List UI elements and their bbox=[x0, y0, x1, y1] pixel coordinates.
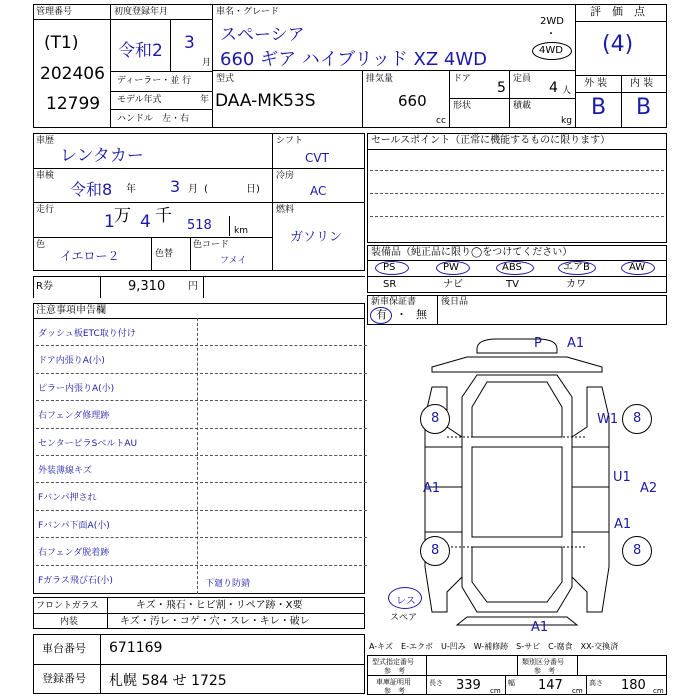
divider bbox=[107, 597, 108, 629]
equip-abs: ABS bbox=[502, 262, 522, 273]
car-name: スペーシア bbox=[220, 25, 305, 45]
glass-interior-value: キズ・汚レ・コゲ・穴・スレ・キレ・破レ bbox=[120, 616, 310, 627]
load-label: 積載 bbox=[513, 101, 532, 111]
divider bbox=[33, 664, 365, 665]
divider bbox=[575, 4, 576, 128]
handle-label: ハンドル 左・右 bbox=[117, 114, 190, 124]
equip-airbag: エアB bbox=[563, 262, 590, 273]
divider bbox=[190, 237, 191, 271]
note-item: ピラー内張りA(小) bbox=[38, 383, 115, 394]
sales-line bbox=[370, 216, 664, 217]
divider bbox=[575, 92, 667, 93]
divider bbox=[362, 70, 363, 128]
width-value: 147 bbox=[538, 678, 563, 693]
history-label: 車歴 bbox=[36, 136, 55, 146]
divider bbox=[110, 91, 212, 92]
equipment-label: 装備品（純正品に限り◯をつけてください） bbox=[371, 247, 573, 258]
fuel-value: ガソリン bbox=[290, 230, 343, 245]
note-line bbox=[36, 510, 367, 511]
equip-aw: AW bbox=[629, 262, 646, 273]
mark-a2: A2 bbox=[640, 481, 658, 496]
divider bbox=[367, 149, 667, 150]
divider bbox=[586, 675, 587, 695]
shift-label: シフト bbox=[276, 136, 304, 146]
plate-label: 登録番号 bbox=[42, 672, 86, 685]
height-unit: cm bbox=[653, 687, 664, 695]
divider bbox=[110, 109, 212, 110]
class-sub: 参 考 bbox=[534, 667, 555, 675]
drive-2wd: 2WD bbox=[540, 16, 564, 27]
inspect-era: 令和8 bbox=[70, 180, 113, 199]
disp-label: 排気量 bbox=[366, 74, 394, 84]
door-label: ドア bbox=[453, 74, 471, 84]
divider bbox=[575, 21, 667, 22]
mgmt-number-1: (T1) bbox=[44, 33, 79, 53]
km-unit: km bbox=[234, 226, 248, 236]
divider bbox=[33, 237, 272, 238]
notes-extra: 下廻り防錆 bbox=[205, 579, 251, 589]
equip-pw-circle bbox=[436, 261, 470, 275]
disp-unit: cc bbox=[436, 116, 446, 126]
width-label: 幅 bbox=[508, 679, 515, 687]
divider bbox=[426, 675, 427, 695]
length-label: 長さ bbox=[429, 679, 443, 687]
note-item: 外装薄線キズ bbox=[38, 466, 92, 476]
equip-aw-circle bbox=[621, 261, 655, 275]
glass-front-value: キズ・飛石・ヒビ割・リペア跡・X要 bbox=[136, 600, 303, 611]
car-label: 車名・グレード bbox=[216, 7, 280, 17]
note-line bbox=[36, 400, 367, 401]
warranty-dot: ・ bbox=[396, 308, 407, 321]
inspect-day-unit: 日) bbox=[246, 184, 260, 195]
cert-label: 車庫証明用 bbox=[376, 678, 411, 686]
format-sub: 参 考 bbox=[384, 667, 405, 675]
divider bbox=[110, 19, 212, 20]
sen-unit: 千 bbox=[155, 206, 172, 226]
type-value: DAA-MK53S bbox=[215, 91, 316, 111]
divider bbox=[449, 98, 575, 99]
disp-value: 660 bbox=[398, 92, 427, 110]
divider bbox=[437, 295, 438, 325]
door-value: 5 bbox=[497, 80, 506, 96]
mileage-label: 走行 bbox=[36, 205, 55, 215]
divider bbox=[426, 655, 427, 675]
equip-ps-circle bbox=[375, 261, 409, 275]
note-item: Fバンパ押され bbox=[38, 493, 97, 504]
divider bbox=[577, 655, 578, 675]
mark-u1: U1 bbox=[613, 470, 631, 485]
reg-era: 令和2 bbox=[118, 41, 163, 61]
divider bbox=[509, 70, 510, 128]
ext-value: B bbox=[591, 95, 607, 120]
color-label: 色 bbox=[36, 240, 46, 250]
height-label: 高さ bbox=[589, 679, 603, 687]
spare-mark: レス bbox=[396, 596, 416, 607]
glass-front-label: フロントガラス bbox=[36, 601, 99, 611]
reg-month: 3 bbox=[184, 33, 195, 53]
divider bbox=[100, 634, 101, 694]
divider bbox=[100, 276, 101, 298]
height-value: 180 bbox=[621, 678, 646, 693]
chassis-label: 車台番号 bbox=[42, 642, 86, 655]
note-item: ドア内張りA(小) bbox=[38, 356, 105, 367]
color-code-value: フメイ bbox=[220, 256, 247, 266]
sales-label: セールスポイント（正常に機能するものに限ります） bbox=[371, 135, 611, 146]
score-value: (4) bbox=[602, 32, 634, 57]
warranty-label: 新車保証書 bbox=[371, 297, 417, 307]
rken-unit: 円 bbox=[188, 281, 198, 292]
man-unit: 万 bbox=[114, 206, 131, 226]
reg-label: 初度登録年月 bbox=[114, 7, 169, 17]
drive-dot: ・ bbox=[546, 29, 556, 40]
glass-interior-label: 内装 bbox=[60, 617, 79, 627]
inspect-month-unit: 月 bbox=[188, 184, 198, 195]
dealer-label: ディーラー・並 行 bbox=[117, 76, 192, 86]
note-item: センターピラSベルトAU bbox=[38, 438, 138, 449]
drive-4wd: 4WD bbox=[539, 45, 563, 56]
cap-unit: 人 bbox=[562, 86, 572, 96]
note-item: 右フェンダ修理跡 bbox=[38, 411, 110, 422]
equip-airbag-circle bbox=[558, 261, 596, 275]
note-line bbox=[36, 428, 367, 429]
divider bbox=[33, 318, 365, 319]
divider bbox=[505, 675, 506, 695]
fuel-label: 燃料 bbox=[276, 205, 295, 215]
legend: A-キズ E-エクボ U-凹み W-補修跡 S-サビ C-腐食 XX-交換済 bbox=[369, 642, 619, 651]
rken-section bbox=[33, 276, 365, 298]
spare-label: スペア bbox=[390, 613, 418, 623]
ac-value: AC bbox=[310, 184, 327, 198]
ac-label: 冷房 bbox=[276, 171, 295, 181]
tire-fl-value: 8 bbox=[431, 411, 440, 426]
mgmt-label: 管理番号 bbox=[36, 7, 73, 17]
color-code-label: 色コード bbox=[193, 240, 230, 250]
cert-sub: 参 考 bbox=[384, 687, 405, 695]
note-item: Fガラス飛び石(小) bbox=[38, 575, 113, 586]
sales-line bbox=[370, 193, 664, 194]
class-label: 類別区分番号 bbox=[522, 658, 564, 666]
rken-value: 9,310 bbox=[128, 279, 166, 294]
note-line bbox=[36, 345, 367, 346]
type-label: 型式 bbox=[216, 74, 235, 84]
inspect-paren: ( bbox=[204, 184, 208, 195]
cap-value: 4 bbox=[549, 80, 558, 96]
equip-ps: PS bbox=[383, 262, 396, 273]
divider bbox=[449, 70, 450, 128]
mileage-rest: 518 bbox=[187, 218, 212, 233]
divider bbox=[229, 216, 230, 236]
divider bbox=[33, 202, 365, 203]
sales-line bbox=[370, 170, 664, 171]
int-label: 内 装 bbox=[630, 78, 654, 89]
drive-4wd-circle bbox=[532, 42, 572, 60]
note-line bbox=[36, 455, 367, 456]
divider bbox=[367, 276, 667, 277]
equip-pw: PW bbox=[443, 262, 459, 273]
warranty-date-label: 後日品 bbox=[441, 297, 469, 307]
mark-a1-left: A1 bbox=[423, 481, 441, 496]
note-line bbox=[36, 537, 367, 538]
chassis-value: 671169 bbox=[109, 640, 163, 656]
cap-label: 定員 bbox=[513, 74, 532, 84]
divider bbox=[367, 675, 667, 676]
divider bbox=[212, 4, 213, 128]
equip-navi: ナビ bbox=[443, 279, 463, 290]
equip-leather: カワ bbox=[566, 279, 586, 290]
length-value: 339 bbox=[456, 678, 481, 693]
warranty-yes: 有 bbox=[376, 308, 387, 321]
divider bbox=[170, 19, 171, 71]
mark-w1: W1 bbox=[597, 412, 619, 427]
note-item: 右フェンダ脱着跡 bbox=[38, 548, 110, 559]
load-unit: kg bbox=[561, 116, 572, 126]
equip-sr: SR bbox=[383, 279, 397, 290]
shift-value: CVT bbox=[305, 151, 329, 165]
inspect-label: 車検 bbox=[36, 171, 55, 181]
shape-label: 形状 bbox=[453, 101, 472, 111]
reg-month-unit: 月 bbox=[202, 58, 212, 68]
divider bbox=[33, 613, 365, 614]
color-value: イエロー２ bbox=[60, 249, 120, 263]
mark-a1-right: A1 bbox=[614, 517, 632, 532]
ext-label: 外 装 bbox=[584, 78, 608, 89]
note-item: Fバンパ下面A(小) bbox=[38, 520, 110, 531]
warranty-no: 無 bbox=[416, 308, 427, 321]
length-unit: cm bbox=[490, 687, 501, 695]
model-year-label: モデル年式 bbox=[117, 95, 162, 105]
tire-fr-value: 8 bbox=[633, 411, 642, 426]
model-year-unit: 年 bbox=[200, 95, 210, 105]
notes-label: 注意事項申告欄 bbox=[36, 305, 106, 316]
warranty-yes-circle bbox=[370, 307, 392, 324]
width-unit: cm bbox=[572, 687, 583, 695]
divider bbox=[621, 75, 622, 128]
equip-abs-circle bbox=[496, 261, 534, 275]
tire-rl-value: 8 bbox=[431, 543, 440, 558]
mark-a1-top: A1 bbox=[567, 336, 585, 351]
divider bbox=[212, 70, 575, 71]
mgmt-number-3: 12799 bbox=[46, 94, 101, 114]
divider bbox=[517, 655, 518, 675]
history-value: レンタカー bbox=[60, 146, 144, 166]
divider bbox=[33, 168, 365, 169]
inspect-month: 3 bbox=[170, 177, 181, 196]
equip-tv: TV bbox=[506, 279, 519, 290]
int-value: B bbox=[636, 95, 652, 120]
divider bbox=[203, 276, 204, 298]
mgmt-number-2: 202406 bbox=[40, 64, 105, 84]
note-line bbox=[36, 373, 367, 374]
format-label: 型式指定番号 bbox=[372, 658, 414, 666]
divider bbox=[110, 71, 212, 72]
mark-a1-bottom: A1 bbox=[531, 620, 549, 635]
car-grade: 660 ギア ハイブリッド XZ 4WD bbox=[220, 49, 488, 70]
mileage-man: 1 bbox=[104, 212, 115, 232]
score-label: 評 価 点 bbox=[590, 5, 645, 18]
rken-label: R券 bbox=[36, 281, 53, 292]
note-item: ダッシュ板ETC取り付け bbox=[38, 329, 136, 339]
mark-p: P bbox=[534, 336, 542, 351]
divider bbox=[151, 237, 152, 271]
divider bbox=[33, 19, 110, 20]
note-line bbox=[36, 565, 367, 566]
plate-value: 札幌 584 せ 1725 bbox=[109, 673, 227, 689]
note-line bbox=[36, 482, 367, 483]
color-change-label: 色替 bbox=[155, 249, 174, 259]
mileage-sen: 4 bbox=[140, 212, 151, 232]
tire-rr-value: 8 bbox=[633, 543, 642, 558]
inspect-year-unit: 年 bbox=[126, 184, 136, 195]
notes-divider bbox=[197, 318, 198, 594]
